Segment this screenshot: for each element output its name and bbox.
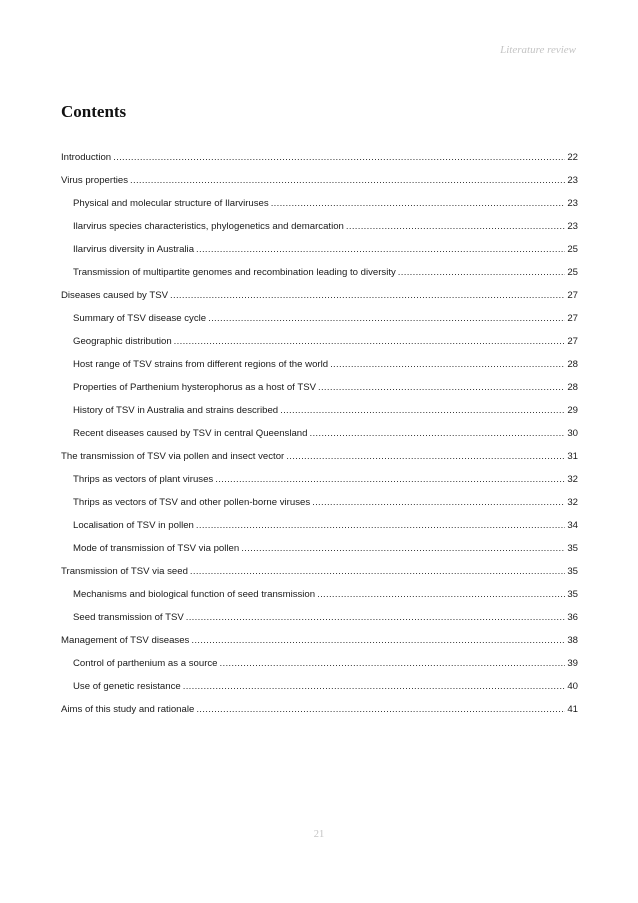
toc-entry-label: Introduction xyxy=(61,152,112,163)
dot-leader xyxy=(330,359,565,370)
dot-leader xyxy=(196,704,565,715)
dot-leader xyxy=(271,198,566,209)
toc-entry[interactable] xyxy=(61,359,578,382)
toc-entry-label: Thrips as vectors of plant viruses xyxy=(73,474,214,485)
dot-leader xyxy=(174,336,566,347)
toc-entry-page-number: 41 xyxy=(567,704,578,715)
toc-entry-page-number: 28 xyxy=(567,359,578,370)
table-of-contents xyxy=(61,152,578,727)
dot-leader xyxy=(170,290,565,301)
toc-entry-label: Diseases caused by TSV xyxy=(61,290,169,301)
toc-entry-page-number: 35 xyxy=(567,589,578,600)
toc-entry[interactable] xyxy=(61,658,578,681)
toc-entry-page-number: 23 xyxy=(567,175,578,186)
toc-entry-label: History of TSV in Australia and strains described xyxy=(73,405,279,416)
toc-entry[interactable] xyxy=(61,589,578,612)
toc-entry-page-number: 32 xyxy=(567,497,578,508)
contents-heading: Contents xyxy=(61,102,127,121)
toc-entry-page-number: 39 xyxy=(567,658,578,669)
toc-entry[interactable] xyxy=(61,497,578,520)
toc-entry-page-number: 35 xyxy=(567,543,578,554)
toc-entry-label: Physical and molecular structure of Ilarviruses xyxy=(73,198,269,209)
dot-leader xyxy=(196,520,565,531)
toc-entry[interactable] xyxy=(61,175,578,198)
toc-entry-page-number: 27 xyxy=(567,290,578,301)
toc-entry-label: Virus properties xyxy=(61,175,129,186)
dot-leader xyxy=(113,152,565,163)
toc-entry[interactable] xyxy=(61,681,578,704)
dot-leader xyxy=(318,382,565,393)
toc-entry[interactable] xyxy=(61,152,578,175)
dot-leader xyxy=(398,267,566,278)
toc-entry-page-number: 30 xyxy=(567,428,578,439)
toc-entry-label: Control of parthenium as a source xyxy=(73,658,218,669)
toc-entry-page-number: 23 xyxy=(567,221,578,232)
toc-entry-label: Mode of transmission of TSV via pollen xyxy=(73,543,240,554)
toc-entry[interactable] xyxy=(61,566,578,589)
toc-entry-label: The transmission of TSV via pollen and insect vector xyxy=(61,451,285,462)
toc-entry-label: Localisation of TSV in pollen xyxy=(73,520,194,531)
toc-entry[interactable] xyxy=(61,198,578,221)
toc-entry[interactable] xyxy=(61,543,578,566)
toc-entry-page-number: 36 xyxy=(567,612,578,623)
toc-entry-label: Aims of this study and rationale xyxy=(61,704,195,715)
dot-leader xyxy=(196,244,565,255)
dot-leader xyxy=(220,658,566,669)
toc-entry[interactable] xyxy=(61,336,578,359)
dot-leader xyxy=(286,451,565,462)
toc-entry[interactable] xyxy=(61,612,578,635)
toc-entry-label: Ilarvirus diversity in Australia xyxy=(73,244,195,255)
toc-entry-label: Host range of TSV strains from different regions of the world xyxy=(73,359,329,370)
toc-entry-page-number: 27 xyxy=(567,336,578,347)
dot-leader xyxy=(130,175,565,186)
running-header: Literature review xyxy=(500,44,576,56)
toc-entry-label: Summary of TSV disease cycle xyxy=(73,313,207,324)
toc-entry-label: Recent diseases caused by TSV in central Queensland xyxy=(73,428,308,439)
toc-entry-page-number: 40 xyxy=(567,681,578,692)
toc-entry-page-number: 27 xyxy=(567,313,578,324)
dot-leader xyxy=(191,635,565,646)
toc-entry-label: Thrips as vectors of TSV and other pollen-borne viruses xyxy=(73,497,311,508)
toc-entry[interactable] xyxy=(61,635,578,658)
toc-entry-page-number: 28 xyxy=(567,382,578,393)
toc-entry-page-number: 22 xyxy=(567,152,578,163)
toc-entry-label: Transmission of TSV via seed xyxy=(61,566,188,577)
toc-entry[interactable] xyxy=(61,382,578,405)
toc-entry[interactable] xyxy=(61,474,578,497)
toc-entry-page-number: 34 xyxy=(567,520,578,531)
toc-entry-label: Use of genetic resistance xyxy=(73,681,181,692)
toc-entry-page-number: 38 xyxy=(567,635,578,646)
dot-leader xyxy=(190,566,565,577)
toc-entry-label: Geographic distribution xyxy=(73,336,172,347)
page-number: 21 xyxy=(313,829,325,840)
dot-leader xyxy=(317,589,565,600)
toc-entry-label: Seed transmission of TSV xyxy=(73,612,184,623)
toc-entry-page-number: 23 xyxy=(567,198,578,209)
toc-entry[interactable] xyxy=(61,221,578,244)
toc-entry[interactable] xyxy=(61,267,578,290)
dot-leader xyxy=(280,405,565,416)
toc-entry[interactable] xyxy=(61,313,578,336)
toc-entry-label: Ilarvirus species characteristics, phylogenetics and demarcation xyxy=(73,221,344,232)
toc-entry-page-number: 32 xyxy=(567,474,578,485)
toc-entry-page-number: 31 xyxy=(567,451,578,462)
toc-entry-label: Mechanisms and biological function of seed transmission xyxy=(73,589,316,600)
dot-leader xyxy=(186,612,566,623)
dot-leader xyxy=(208,313,565,324)
dot-leader xyxy=(215,474,565,485)
dot-leader xyxy=(346,221,565,232)
toc-entry-page-number: 25 xyxy=(567,244,578,255)
toc-entry-label: Transmission of multipartite genomes and recombination leading to diversity xyxy=(73,267,396,278)
toc-entry[interactable] xyxy=(61,704,578,727)
dot-leader xyxy=(312,497,565,508)
toc-entry[interactable] xyxy=(61,244,578,267)
toc-entry-page-number: 29 xyxy=(567,405,578,416)
toc-entry[interactable] xyxy=(61,290,578,313)
toc-entry[interactable] xyxy=(61,520,578,543)
dot-leader xyxy=(183,681,566,692)
dot-leader xyxy=(241,543,565,554)
toc-entry-label: Management of TSV diseases xyxy=(61,635,190,646)
toc-entry-page-number: 25 xyxy=(567,267,578,278)
dot-leader xyxy=(309,428,565,439)
toc-entry[interactable] xyxy=(61,451,578,474)
toc-entry-page-number: 35 xyxy=(567,566,578,577)
toc-entry[interactable] xyxy=(61,405,578,428)
toc-entry[interactable] xyxy=(61,428,578,451)
toc-entry-label: Properties of Parthenium hysterophorus as a host of TSV xyxy=(73,382,316,393)
